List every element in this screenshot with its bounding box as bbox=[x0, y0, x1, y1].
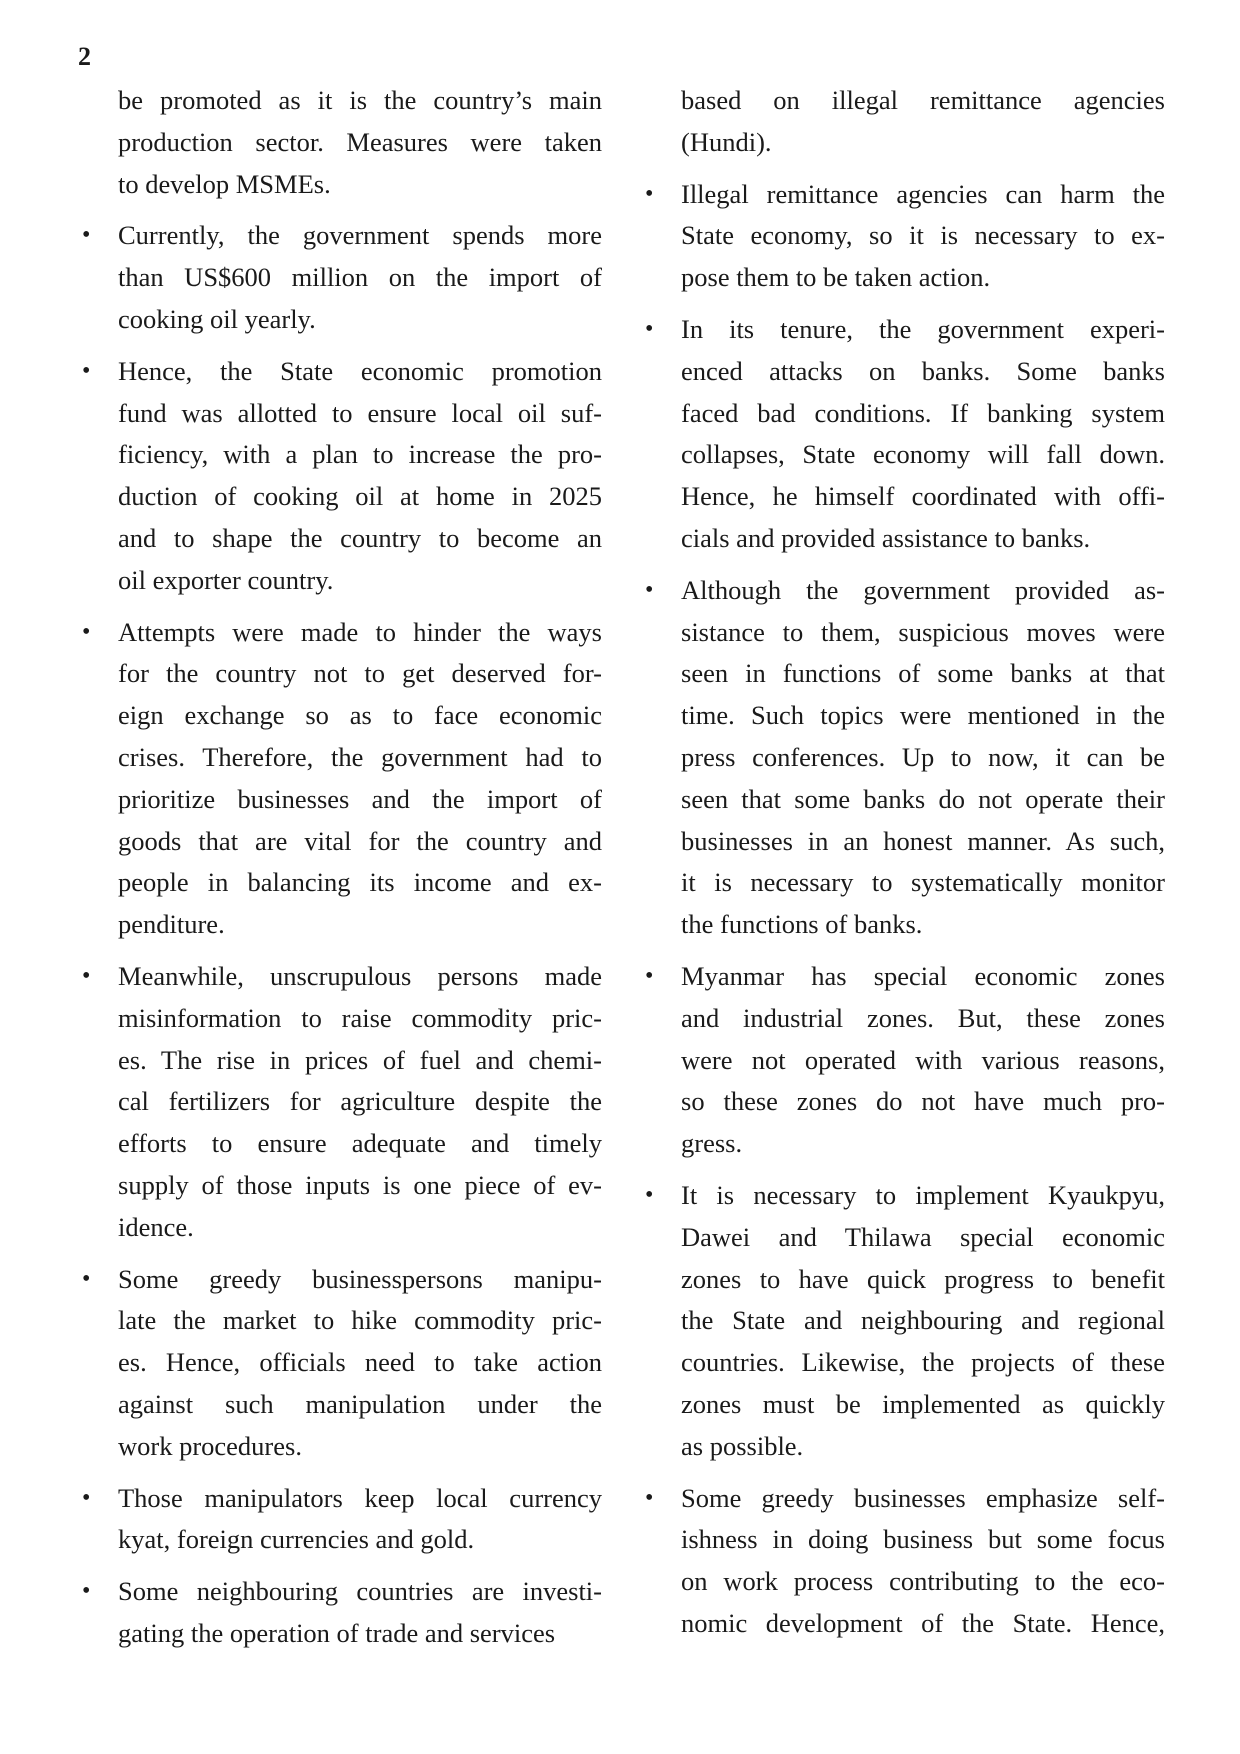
text-line: • Attempts were made to hinder the ways bbox=[118, 616, 602, 647]
text-line: seen that some banks do not operate their bbox=[681, 783, 1165, 814]
text-line: and to shape the country to become an bbox=[118, 522, 602, 553]
text-line: cooking oil yearly. bbox=[118, 303, 316, 334]
text-line: goods that are vital for the country and bbox=[118, 825, 602, 856]
text-line: idence. bbox=[118, 1211, 194, 1242]
text-line: crises. Therefore, the government had to bbox=[118, 741, 602, 772]
text-line: for the country not to get deserved for- bbox=[118, 658, 602, 689]
text-line: (Hundi). bbox=[681, 126, 772, 157]
text-line: prioritize businesses and the import of bbox=[118, 783, 602, 814]
text-line: oil exporter country. bbox=[118, 564, 334, 595]
left-column-bullet-item bbox=[118, 351, 602, 602]
text-line: late the market to hike commodity pric- bbox=[118, 1305, 602, 1336]
text-line: • Meanwhile, unscrupulous persons made bbox=[118, 960, 602, 991]
text-line: ishness in doing business but some focus bbox=[681, 1524, 1165, 1555]
text-line: to develop MSMEs. bbox=[118, 168, 331, 199]
text-line: • Hence, the State economic promotion bbox=[118, 355, 602, 386]
text-line: supply of those inputs is one piece of ev- bbox=[118, 1169, 602, 1200]
text-line: pose them to be taken action. bbox=[681, 262, 991, 293]
text-line: • Some greedy businesspersons manipu- bbox=[118, 1263, 602, 1294]
left-column-bullet-item bbox=[118, 1478, 602, 1562]
text-line: faced bad conditions. If banking system bbox=[681, 397, 1165, 428]
left-column-paragraph bbox=[118, 80, 602, 205]
text-line: • Although the government provided as- bbox=[681, 574, 1165, 605]
left-column-bullet-item bbox=[118, 1571, 602, 1655]
text-line: people in balancing its income and ex- bbox=[118, 867, 602, 898]
text-line: countries. Likewise, the projects of these bbox=[681, 1347, 1165, 1378]
text-line: sistance to them, suspicious moves were bbox=[681, 616, 1165, 647]
left-column-bullet-item bbox=[118, 215, 602, 340]
text-line: es. Hence, officials need to take action bbox=[118, 1347, 602, 1378]
text-line: on work process contributing to the eco- bbox=[681, 1566, 1165, 1597]
left-column-bullet-item bbox=[118, 1259, 602, 1468]
text-line: work procedures. bbox=[118, 1430, 302, 1461]
text-line: penditure. bbox=[118, 909, 225, 940]
text-line: • It is necessary to implement Kyaukpyu, bbox=[681, 1179, 1165, 1210]
text-line: • Some greedy businesses emphasize self- bbox=[681, 1482, 1165, 1513]
page-number: 2 bbox=[78, 42, 91, 71]
text-line: • In its tenure, the government experi- bbox=[681, 313, 1165, 344]
text-line: as possible. bbox=[681, 1430, 804, 1461]
right-column-bullet-item bbox=[681, 174, 1165, 299]
text-line: against such manipulation under the bbox=[118, 1388, 602, 1419]
text-line: enced attacks on banks. Some banks bbox=[681, 355, 1165, 386]
text-line: than US$600 million on the import of bbox=[118, 262, 602, 293]
text-line: eign exchange so as to face economic bbox=[118, 700, 602, 731]
text-line: collapses, State economy will fall down. bbox=[681, 439, 1165, 470]
text-line: seen in functions of some banks at that bbox=[681, 658, 1165, 689]
text-line: • Illegal remittance agencies can harm the bbox=[681, 178, 1165, 209]
text-line: • Myanmar has special economic zones bbox=[681, 960, 1165, 991]
text-line: and industrial zones. But, these zones bbox=[681, 1002, 1165, 1033]
left-column-bullet-item bbox=[118, 612, 602, 946]
left-column-bullet-item bbox=[118, 956, 602, 1249]
text-line: duction of cooking oil at home in 2025 bbox=[118, 481, 602, 512]
text-line: so these zones do not have much pro- bbox=[681, 1086, 1165, 1117]
right-column-bullet-item bbox=[681, 1175, 1165, 1468]
text-line: based on illegal remittance agencies bbox=[681, 85, 1165, 115]
right-column bbox=[681, 80, 1165, 1655]
right-column-bullet-item bbox=[681, 570, 1165, 946]
text-line: fund was allotted to ensure local oil suf- bbox=[118, 397, 602, 428]
text-line: production sector. Measures were taken bbox=[118, 126, 602, 157]
right-column-paragraph bbox=[681, 80, 1165, 164]
text-line: were not operated with various reasons, bbox=[681, 1044, 1165, 1075]
text-line: it is necessary to systematically monitor bbox=[681, 867, 1165, 898]
text-line: es. The rise in prices of fuel and chemi- bbox=[118, 1044, 602, 1075]
text-line: the State and neighbouring and regional bbox=[681, 1305, 1165, 1336]
right-column-bullet-item bbox=[681, 1478, 1165, 1645]
text-line: zones must be implemented as quickly bbox=[681, 1388, 1165, 1419]
text-line: gress. bbox=[681, 1128, 743, 1159]
text-line: • Some neighbouring countries are investi- bbox=[118, 1576, 602, 1607]
text-line: be promoted as it is the country’s main bbox=[118, 85, 602, 115]
text-line: time. Such topics were mentioned in the bbox=[681, 700, 1165, 731]
text-line: cials and provided assistance to banks. bbox=[681, 522, 1091, 553]
right-column-bullet-item bbox=[681, 309, 1165, 560]
left-column bbox=[118, 80, 602, 1665]
text-line: kyat, foreign currencies and gold. bbox=[118, 1524, 475, 1555]
text-line: State economy, so it is necessary to ex- bbox=[681, 220, 1165, 251]
text-line: gating the operation of trade and services bbox=[118, 1617, 556, 1648]
text-line: zones to have quick progress to benefit bbox=[681, 1263, 1165, 1294]
text-line: the functions of banks. bbox=[681, 909, 923, 940]
text-line: cal fertilizers for agriculture despite the bbox=[118, 1086, 602, 1117]
text-line: Hence, he himself coordinated with offi- bbox=[681, 481, 1165, 512]
text-line: press conferences. Up to now, it can be bbox=[681, 741, 1165, 772]
right-column-bullet-item bbox=[681, 956, 1165, 1165]
text-line: businesses in an honest manner. As such, bbox=[681, 825, 1165, 856]
text-line: Dawei and Thilawa special economic bbox=[681, 1221, 1165, 1252]
text-line: • Those manipulators keep local currency bbox=[118, 1482, 602, 1513]
text-line: misinformation to raise commodity pric- bbox=[118, 1002, 602, 1033]
text-line: efforts to ensure adequate and timely bbox=[118, 1128, 602, 1159]
text-line: ficiency, with a plan to increase the pro- bbox=[118, 439, 602, 470]
text-line: • Currently, the government spends more bbox=[118, 220, 602, 251]
text-line: nomic development of the State. Hence, bbox=[681, 1607, 1165, 1638]
